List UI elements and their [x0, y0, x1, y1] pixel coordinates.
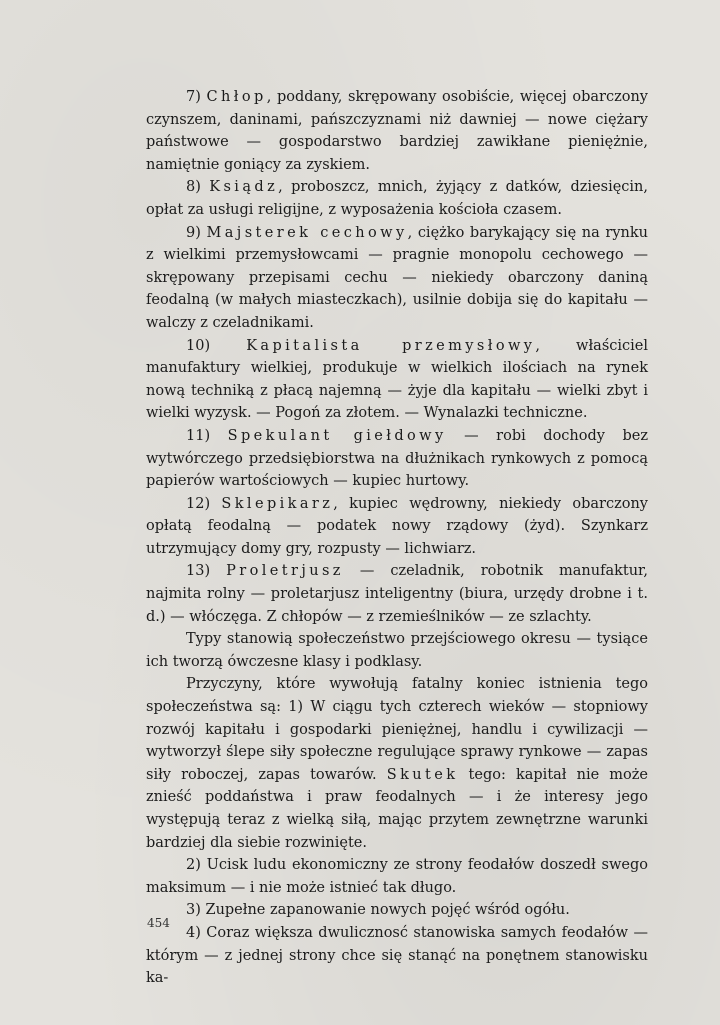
- text-run: 12): [186, 495, 222, 512]
- text-run: , poddany, skrępowany osobiście, więcej obarczony czynszem, daninami, pańszczyznami niż dawniej — nowe ciężary państwowe — gospodarstwo bardziej zawikłane pieniężnie, namiętnie goniący za zyskiem.: [146, 89, 648, 173]
- text-run: 2) Ucisk ludu ekonomiczny ze strony feodałów doszedł swego maksimum — i nie może istnieć tak długo.: [146, 857, 648, 896]
- paragraph: [146, 560, 648, 628]
- emphasized-term: Proletrjusz: [226, 563, 344, 580]
- text-run: , kupiec wędrowny, niekiedy obarczony opłatą feodalną — podatek nowy rządowy (żyd). Szynkarz utrzymujący domy gry, rozpusty — lichwiarz.: [146, 495, 649, 557]
- paragraph: [146, 493, 648, 561]
- text-run: — robi dochody bez wytwórczego przedsiębiorstwa na dłużnikach rynkowych z pomocą papierów wartościowych — kupiec hurtowy.: [146, 427, 649, 490]
- page-number: 454: [147, 916, 170, 930]
- emphasized-term: Sklepikarz: [221, 495, 334, 512]
- emphasized-term: Skutek: [386, 766, 459, 783]
- text-run: 11): [186, 427, 228, 444]
- paragraph: [146, 425, 648, 493]
- text-run: 4) Coraz większa dwulicznosć stanowiska samych feodałów — którym — z jednej strony chce się stanąć na ponętnem stanowisku ka-: [146, 924, 648, 987]
- emphasized-term: Ksiądz: [209, 179, 279, 196]
- paragraph: [146, 854, 648, 899]
- text-run: Przyczyny, które wywołują fatalny koniec istnienia tego społeczeństwa są: 1) W ciągu tych czterech wieków — stopniowy rozwój kapitału i gospodarki pieniężnej, handlu i cywilizacji — wytworzył ślepe siły społeczne regulujące sprawy rynkowe — zapas siły roboczej, zapas towarów.: [146, 676, 648, 783]
- text-run: — czeladnik, robotnik manufaktur, najmita rolny — proletarjusz inteligentny (biura, urzędy drobne i t. d.) — włóczęga. Z chłopów — z rzemieślników — ze szlachty.: [146, 563, 648, 625]
- body-text: [146, 86, 648, 990]
- paragraph: [146, 628, 648, 673]
- text-run: tego: kapitał nie może znieść poddaństwa i praw feodalnych — i że interesy jego występują teraz z wielką siłą, mając przytem zewnętrzne warunki bardziej dla siebie rozwinięte.: [146, 766, 648, 851]
- text-run: 10): [186, 337, 247, 354]
- text-run: 13): [186, 563, 227, 580]
- paragraph: [146, 335, 648, 425]
- text-run: , proboszcz, mnich, żyjący z datków, dziesięcin, opłat za usługi religijne, z wyposażenia kościoła czasem.: [146, 179, 648, 218]
- text-run: 7): [186, 89, 207, 105]
- paragraph: [146, 222, 648, 335]
- paragraph: [146, 899, 648, 922]
- text-run: Typy stanowią społeczeństwo przejściowego okresu — tysiące ich tworzą ówczesne klasy i podklasy.: [146, 631, 648, 670]
- emphasized-term: Chłop: [206, 89, 267, 105]
- text-run: 8): [186, 179, 210, 196]
- emphasized-term: Spekulant giełdowy: [227, 427, 447, 444]
- text-run: , właściciel manufaktury wielkiej, produkuje w wielkich ilościach na rynek nową techniką z płacą najemną — żyje dla kapitału — wielki zbyt i wielki wyzysk. — Pogoń za złotem. — Wynalazki techniczne.: [146, 337, 648, 422]
- paragraph: [146, 922, 648, 990]
- paragraph: [146, 176, 648, 221]
- text-run: 9): [186, 224, 207, 241]
- paragraph: [146, 86, 648, 176]
- emphasized-term: Majsterek cechowy: [206, 224, 408, 241]
- emphasized-term: Kapitalista przemysłowy: [246, 337, 536, 354]
- text-run: , ciężko barykający się na rynku z wielkimi przemysłowcami — pragnie monopolu cechowego — skrępowany przepisami cechu — niekiedy obarczony daniną feodalną (w małych miasteczkach), usilnie dobija się do kapitału — walczy z czeladnikami.: [146, 224, 648, 331]
- text-run: 3) Zupełne zapanowanie nowych pojęć wśród ogółu.: [186, 902, 570, 919]
- paragraph: [146, 673, 648, 854]
